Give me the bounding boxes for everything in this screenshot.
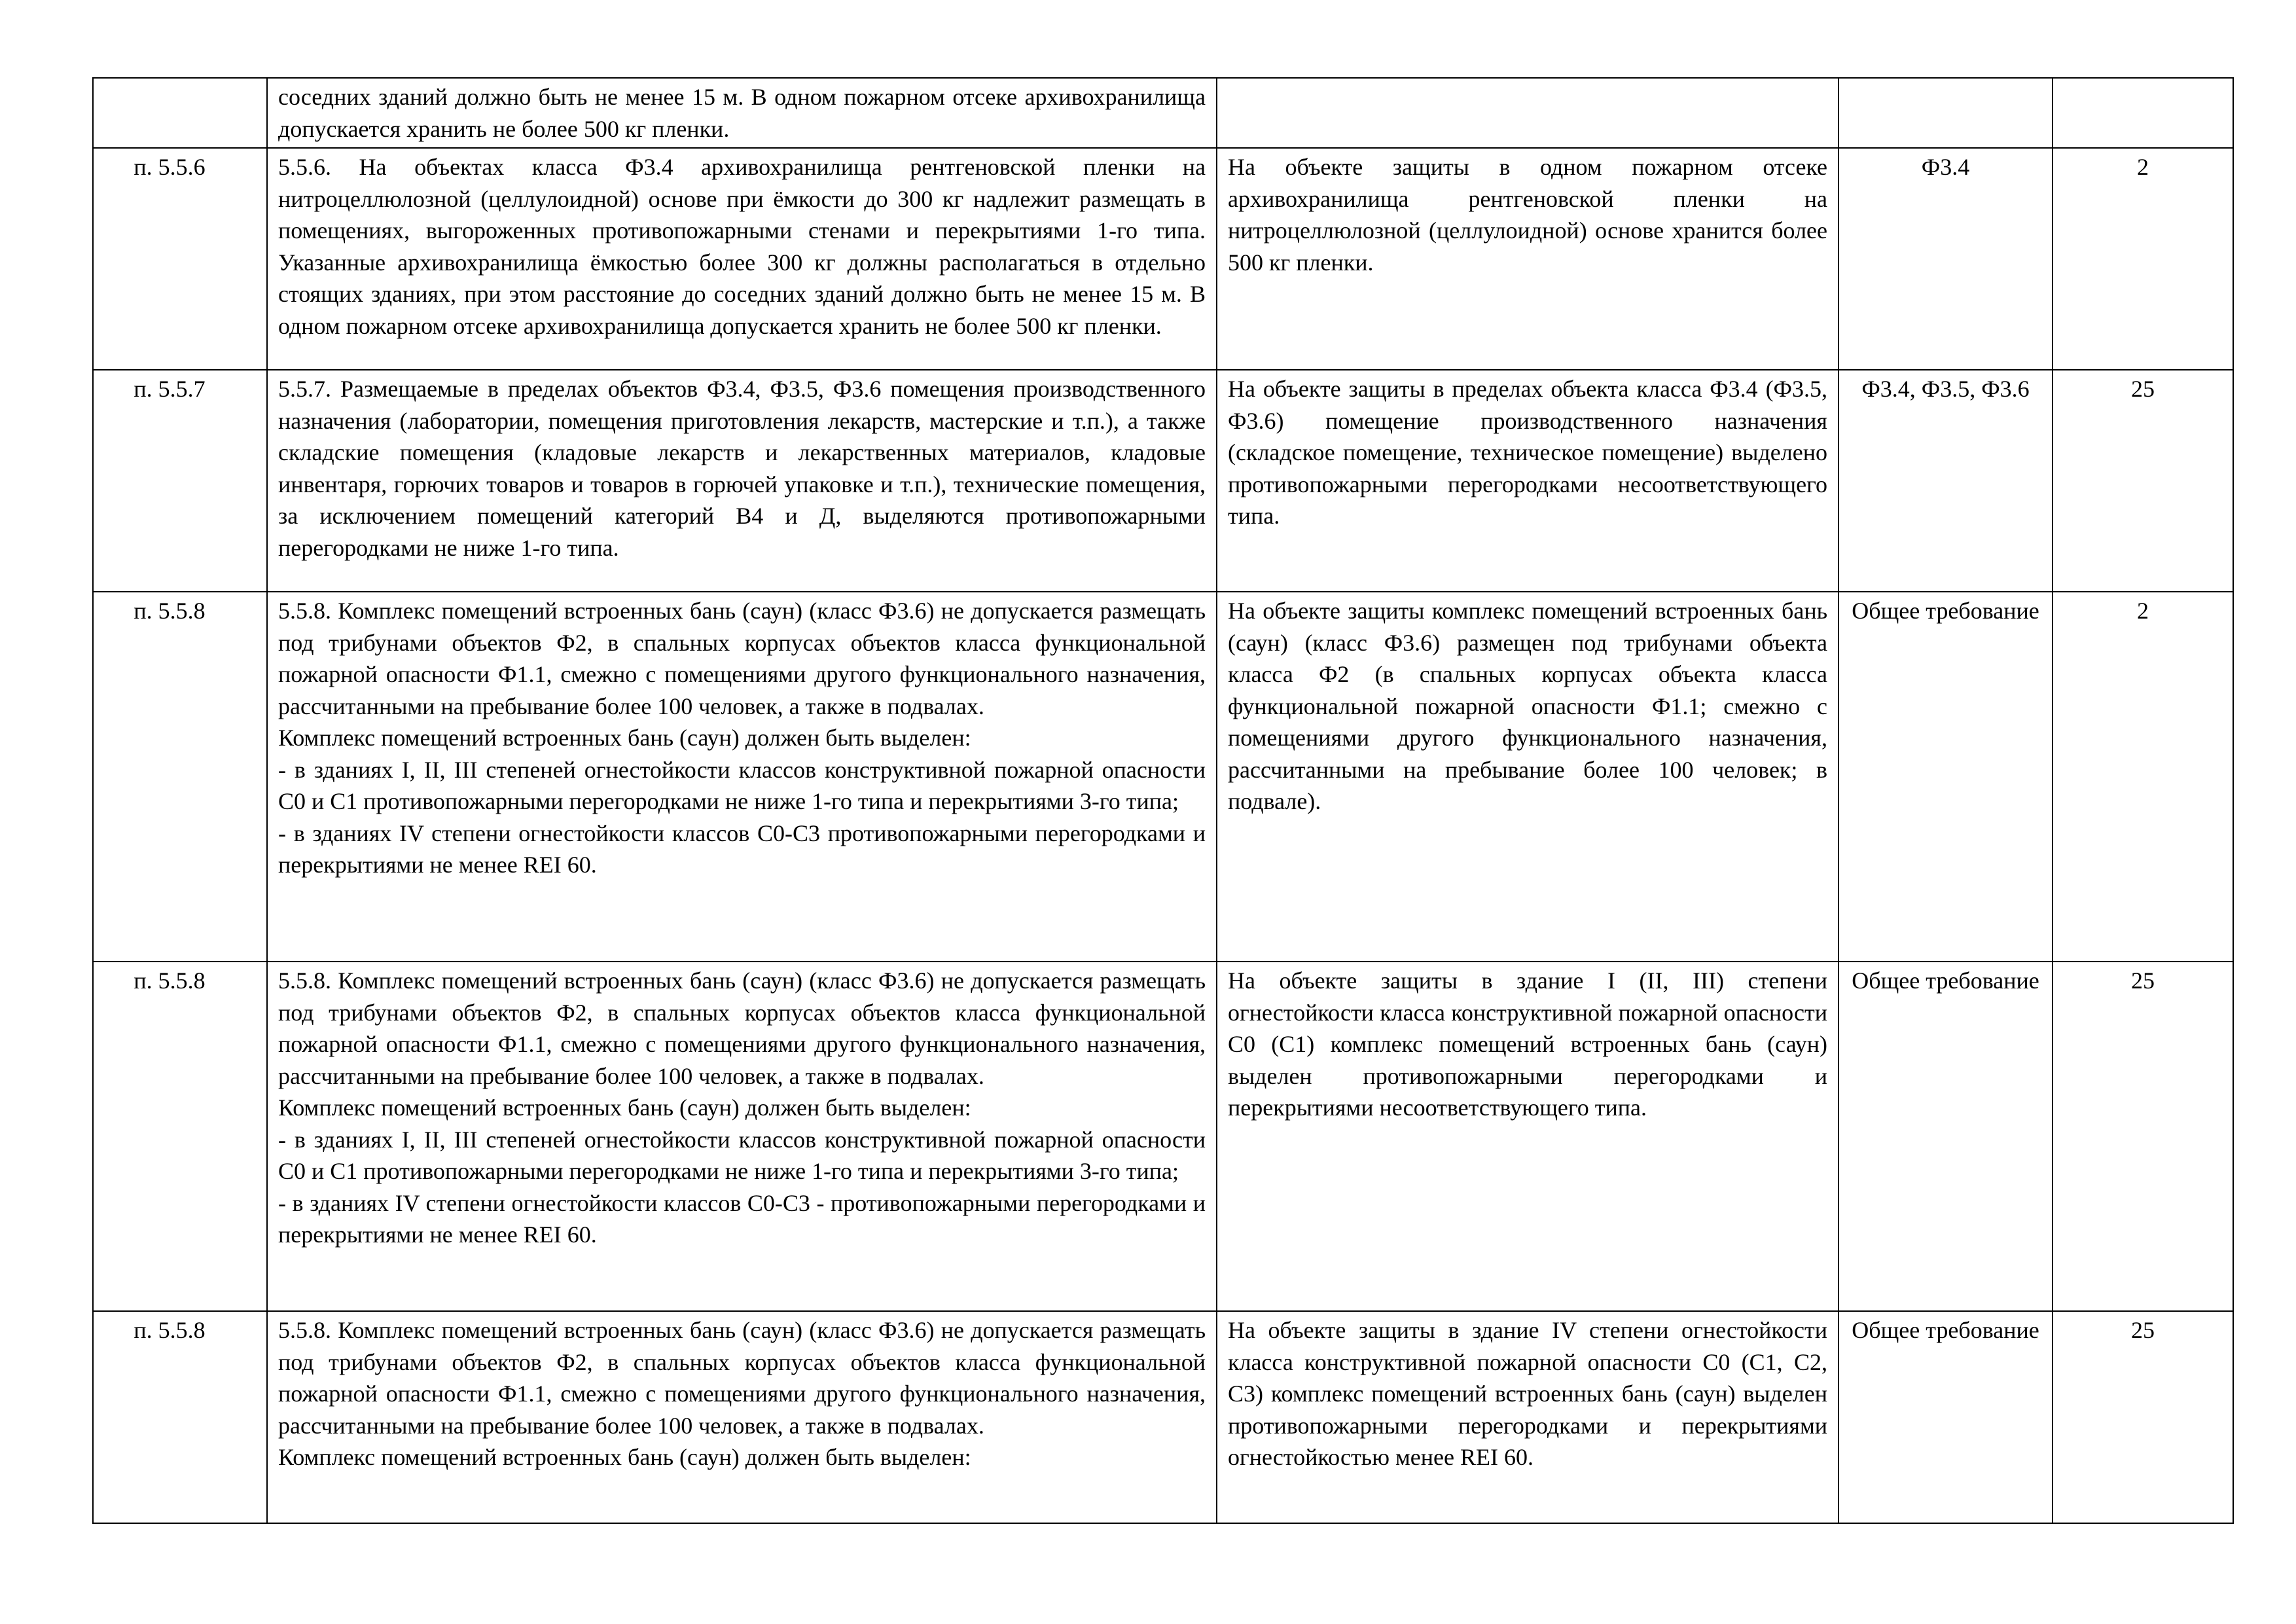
requirement-text (267, 962, 1217, 1311)
violation-paragraph: На объекте защиты в здание IV степени огнестойкости класса конструктивной пожарной опасности С0 (С1, С2, С3) комплекс помещений встроенных бань (саун) выделен противопожарными перегородками и перекрытиями огнестойкостью менее REI 60. (1228, 1317, 1827, 1470)
clause-ref: п. 5.5.8 (93, 962, 267, 1311)
violation-text (1217, 148, 1839, 370)
object-class: Ф3.4 (1839, 148, 2053, 370)
violation-text (1217, 592, 1839, 962)
requirement-paragraph: - в зданиях I, II, III степеней огнестойкости классов конструктивной пожарной опасности С0 и С1 противопожарными перегородками не ниже 1-го типа и перекрытиями 3-го типа; (278, 1126, 1206, 1184)
clause-ref (93, 78, 267, 148)
table-row (93, 370, 2233, 592)
violation-paragraph: На объекте защиты в пределах объекта класса Ф3.4 (Ф3.5, Ф3.6) помещение производственного назначения (складское помещение, техническое помещение) выделено противопожарными перегородками несоответствующего типа. (1228, 376, 1827, 529)
requirement-text (267, 1311, 1217, 1523)
requirement-paragraph: - в зданиях IV степени огнестойкости классов С0-С3 - противопожарными перегородками и перекрытиями не менее REI 60. (278, 1189, 1206, 1248)
row-number: 2 (2053, 148, 2233, 370)
violation-paragraph: На объекте защиты в одном пожарном отсеке архивохранилища рентгеновской пленки на нитроцеллюлозной (целлулоидной) основе хранится более 500 кг пленки. (1228, 154, 1827, 276)
requirement-paragraph: Комплекс помещений встроенных бань (саун) должен быть выделен: (278, 725, 971, 751)
clause-ref: п. 5.5.7 (93, 370, 267, 592)
object-class: Ф3.4, Ф3.5, Ф3.6 (1839, 370, 2053, 592)
requirement-paragraph: 5.5.8. Комплекс помещений встроенных бань (саун) (класс Ф3.6) не допускается размещать под трибунами объектов Ф2, в спальных корпусах объектов класса функциональной пожарной опасности Ф1.1, смежно с помещениями другого функционального назначения, рассчитанными на пребывание более 100 человек, а также в подвалах. (278, 598, 1206, 719)
requirement-text (267, 370, 1217, 592)
requirement-paragraph: соседних зданий должно быть не менее 15 м. В одном пожарном отсеке архивохранилища допускается хранить не более 500 кг пленки. (278, 84, 1206, 142)
clause-ref: п. 5.5.6 (93, 148, 267, 370)
violation-text (1217, 1311, 1839, 1523)
requirement-paragraph: Комплекс помещений встроенных бань (саун) должен быть выделен: (278, 1444, 971, 1470)
row-number: 25 (2053, 962, 2233, 1311)
row-number: 2 (2053, 592, 2233, 962)
table-row (93, 592, 2233, 962)
requirement-paragraph: - в зданиях I, II, III степеней огнестойкости классов конструктивной пожарной опасности С0 и С1 противопожарными перегородками не ниже 1-го типа и перекрытиями 3-го типа; (278, 756, 1206, 814)
requirement-text (267, 78, 1217, 148)
violation-text (1217, 962, 1839, 1311)
requirement-paragraph: 5.5.6. На объектах класса Ф3.4 архивохранилища рентгеновской пленки на нитроцеллюлозной (целлулоидной) основе при ёмкости до 300 кг надлежит размещать в помещениях, выгороженных противопожарными стенами и перекрытиями 1-го типа. Указанные архивохранилища ёмкостью более 300 кг должны располагаться в отдельно стоящих зданиях, при этом расстояние до соседних зданий должно быть не менее 15 м. В одном пожарном отсеке архивохранилища допускается хранить не более 500 кг пленки. (278, 154, 1206, 339)
object-class (1839, 78, 2053, 148)
requirements-table (92, 77, 2234, 1524)
requirement-text (267, 148, 1217, 370)
object-class: Общее требование (1839, 1311, 2053, 1523)
row-number (2053, 78, 2233, 148)
object-class: Общее требование (1839, 962, 2053, 1311)
violation-text (1217, 78, 1839, 148)
row-number: 25 (2053, 1311, 2233, 1523)
violation-paragraph: На объекте защиты в здание I (II, III) степени огнестойкости класса конструктивной пожарной опасности С0 (С1) комплекс помещений встроенных бань (саун) выделен противопожарными перегородками и перекрытиями несоответствующего типа. (1228, 967, 1827, 1121)
requirement-paragraph: - в зданиях IV степени огнестойкости классов С0-С3 противопожарными перегородками и перекрытиями не менее REI 60. (278, 820, 1206, 878)
table-row (93, 148, 2233, 370)
violation-paragraph: На объекте защиты комплекс помещений встроенных бань (саун) (класс Ф3.6) размещен под трибунами объекта класса Ф2 (в спальных корпусах объекта класса функциональной пожарной опасности Ф1.1; смежно с помещениями другого функционального назначения, рассчитанными на пребывание более 100 человек; в подвале). (1228, 598, 1827, 814)
requirement-paragraph: Комплекс помещений встроенных бань (саун) должен быть выделен: (278, 1094, 971, 1121)
row-number: 25 (2053, 370, 2233, 592)
table-row (93, 78, 2233, 148)
object-class: Общее требование (1839, 592, 2053, 962)
table-row (93, 1311, 2233, 1523)
clause-ref: п. 5.5.8 (93, 592, 267, 962)
requirement-paragraph: 5.5.8. Комплекс помещений встроенных бань (саун) (класс Ф3.6) не допускается размещать под трибунами объектов Ф2, в спальных корпусах объектов класса функциональной пожарной опасности Ф1.1, смежно с помещениями другого функционального назначения, рассчитанными на пребывание более 100 человек, а также в подвалах. (278, 967, 1206, 1089)
violation-text (1217, 370, 1839, 592)
requirement-paragraph: 5.5.7. Размещаемые в пределах объектов Ф3.4, Ф3.5, Ф3.6 помещения производственного назначения (лаборатории, помещения приготовления лекарств, мастерские и т.п.), а также складские помещения (кладовые лекарств и лекарственных материалов, кладовые инвентаря, горючих товаров и товаров в горючей упаковке и т.п.), технические помещения, за исключением помещений категорий В4 и Д, выделяются противопожарными перегородками не ниже 1-го типа. (278, 376, 1206, 561)
requirement-text (267, 592, 1217, 962)
requirement-paragraph: 5.5.8. Комплекс помещений встроенных бань (саун) (класс Ф3.6) не допускается размещать под трибунами объектов Ф2, в спальных корпусах объектов класса функциональной пожарной опасности Ф1.1, смежно с помещениями другого функционального назначения, рассчитанными на пребывание более 100 человек, а также в подвалах. (278, 1317, 1206, 1439)
table-row (93, 962, 2233, 1311)
clause-ref: п. 5.5.8 (93, 1311, 267, 1523)
